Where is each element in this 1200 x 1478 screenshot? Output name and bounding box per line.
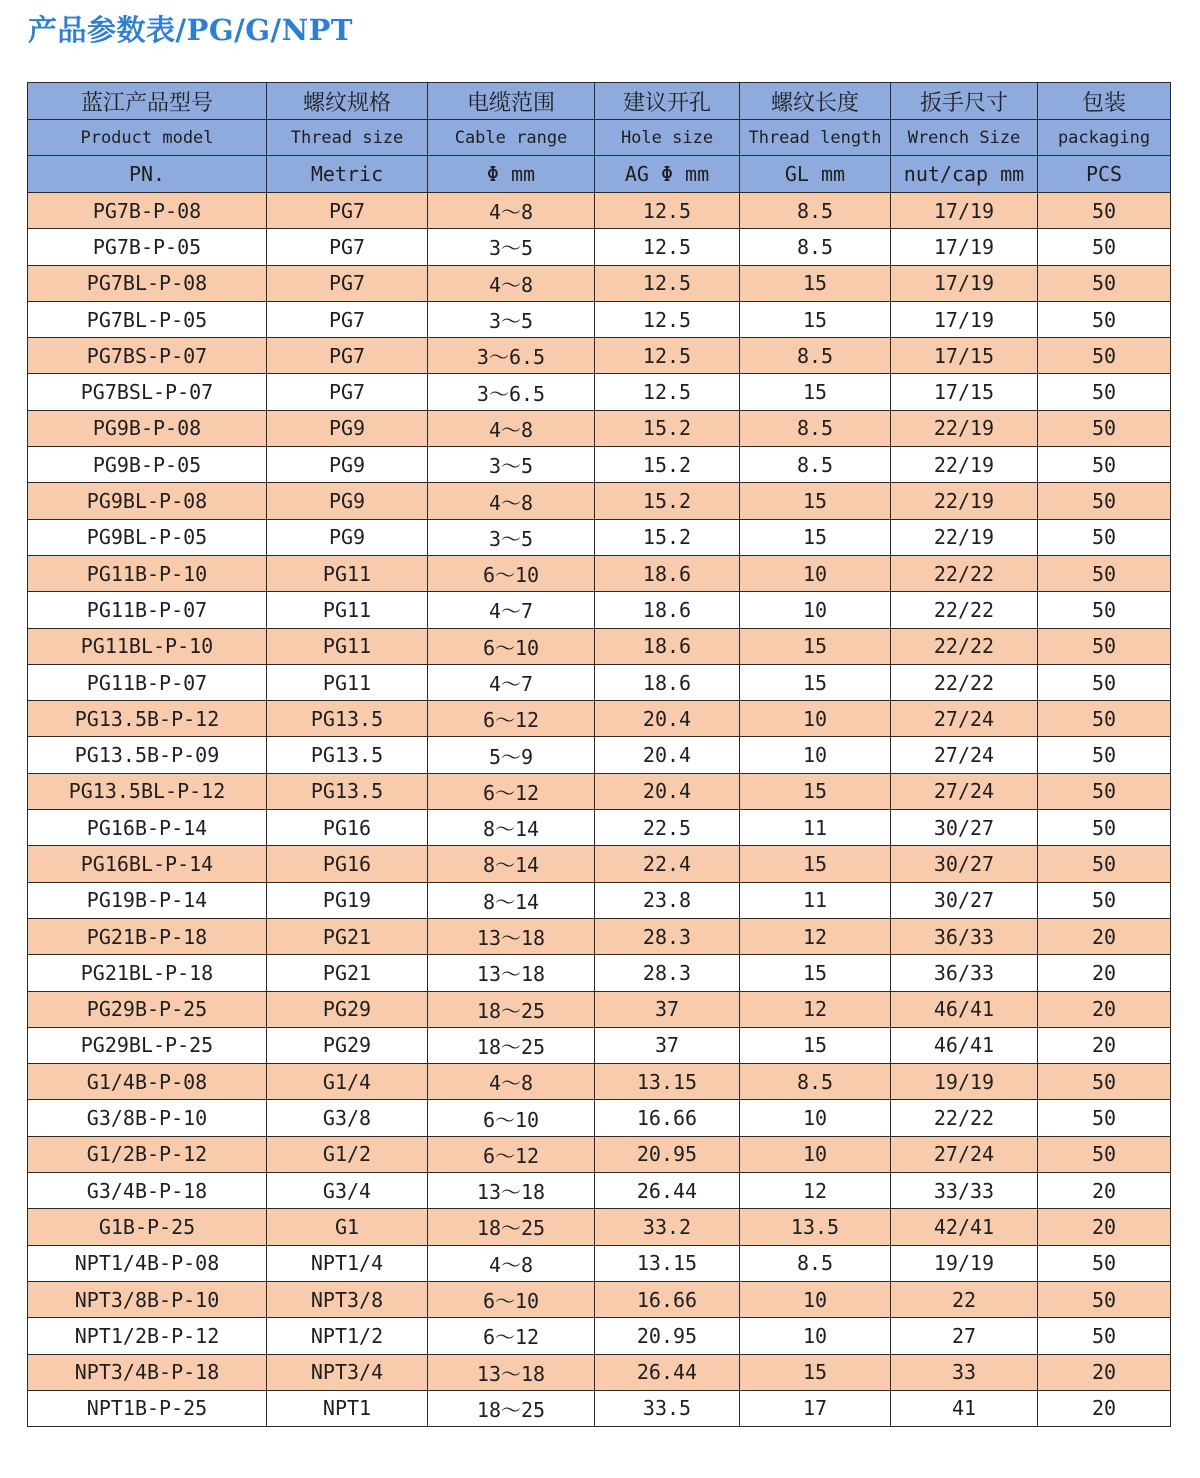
packaging-cell: 50 [1038, 265, 1171, 301]
wrench-size-cell: 27/24 [891, 737, 1038, 773]
thread-length-cell: 11 [740, 810, 891, 846]
table-row [28, 1173, 1171, 1209]
cable-range-cell: 3～5 [428, 301, 595, 337]
hole-size-cell: 33.2 [595, 1209, 740, 1245]
header-en-cell: Thread length [740, 120, 891, 156]
wrench-size-cell: 36/33 [891, 955, 1038, 991]
table-row [28, 374, 1171, 410]
hole-size-cell: 20.95 [595, 1136, 740, 1172]
thread-length-cell: 15 [740, 519, 891, 555]
wrench-size-cell: 30/27 [891, 810, 1038, 846]
header-cn-cell: 螺纹长度 [740, 83, 891, 120]
thread-size-cell: PG13.5 [267, 773, 428, 809]
model-cell: NPT3/8B-P-10 [28, 1281, 267, 1317]
cable-range-cell: 3～5 [428, 447, 595, 483]
thread-length-cell: 15 [740, 1027, 891, 1063]
thread-size-cell: PG9 [267, 410, 428, 446]
thread-length-cell: 12 [740, 991, 891, 1027]
thread-length-cell: 15 [740, 374, 891, 410]
wrench-size-cell: 17/19 [891, 229, 1038, 265]
hole-size-cell: 18.6 [595, 628, 740, 664]
thread-size-cell: G1/2 [267, 1136, 428, 1172]
thread-size-cell: PG21 [267, 918, 428, 954]
product-parameter-table [27, 82, 1171, 1427]
header-en-cell: Product model [28, 120, 267, 156]
cable-range-cell: 4～7 [428, 664, 595, 700]
table-row [28, 592, 1171, 628]
table-row [28, 628, 1171, 664]
cable-range-cell: 6～12 [428, 1136, 595, 1172]
cable-range-cell: 4～8 [428, 265, 595, 301]
hole-size-cell: 15.2 [595, 519, 740, 555]
header-en-cell: Cable range [428, 120, 595, 156]
packaging-cell: 50 [1038, 555, 1171, 591]
hole-size-cell: 12.5 [595, 374, 740, 410]
thread-size-cell: NPT3/8 [267, 1281, 428, 1317]
wrench-size-cell: 22/19 [891, 519, 1038, 555]
table-row [28, 1245, 1171, 1281]
thread-size-cell: NPT3/4 [267, 1354, 428, 1390]
packaging-cell: 50 [1038, 447, 1171, 483]
hole-size-cell: 22.4 [595, 846, 740, 882]
thread-size-cell: PG11 [267, 555, 428, 591]
thread-length-cell: 8.5 [740, 447, 891, 483]
model-cell: PG9BL-P-08 [28, 483, 267, 519]
header-unit-cell: Metric [267, 156, 428, 193]
hole-size-cell: 18.6 [595, 664, 740, 700]
packaging-cell: 20 [1038, 1173, 1171, 1209]
wrench-size-cell: 42/41 [891, 1209, 1038, 1245]
wrench-size-cell: 27/24 [891, 701, 1038, 737]
thread-length-cell: 15 [740, 483, 891, 519]
hole-size-cell: 23.8 [595, 882, 740, 918]
cable-range-cell: 13～18 [428, 955, 595, 991]
table-row [28, 483, 1171, 519]
model-cell: NPT1B-P-25 [28, 1390, 267, 1426]
cable-range-cell: 6～10 [428, 1100, 595, 1136]
model-cell: PG11B-P-07 [28, 664, 267, 700]
header-en-cell: Thread size [267, 120, 428, 156]
table-row [28, 955, 1171, 991]
table-row [28, 1390, 1171, 1426]
cable-range-cell: 6～10 [428, 555, 595, 591]
header-en-cell: Hole size [595, 120, 740, 156]
wrench-size-cell: 22/19 [891, 483, 1038, 519]
cable-range-cell: 6～12 [428, 773, 595, 809]
wrench-size-cell: 22/22 [891, 592, 1038, 628]
packaging-cell: 50 [1038, 1136, 1171, 1172]
thread-length-cell: 8.5 [740, 193, 891, 229]
wrench-size-cell: 27/24 [891, 1136, 1038, 1172]
hole-size-cell: 28.3 [595, 918, 740, 954]
thread-size-cell: PG7 [267, 229, 428, 265]
wrench-size-cell: 22/19 [891, 447, 1038, 483]
cable-range-cell: 13～18 [428, 1173, 595, 1209]
cable-range-cell: 4～8 [428, 410, 595, 446]
model-cell: NPT1/4B-P-08 [28, 1245, 267, 1281]
packaging-cell: 50 [1038, 737, 1171, 773]
thread-length-cell: 8.5 [740, 1245, 891, 1281]
packaging-cell: 50 [1038, 1318, 1171, 1354]
thread-size-cell: PG19 [267, 882, 428, 918]
packaging-cell: 50 [1038, 810, 1171, 846]
model-cell: PG19B-P-14 [28, 882, 267, 918]
hole-size-cell: 12.5 [595, 301, 740, 337]
table-row [28, 338, 1171, 374]
thread-size-cell: NPT1/2 [267, 1318, 428, 1354]
hole-size-cell: 12.5 [595, 229, 740, 265]
model-cell: NPT1/2B-P-12 [28, 1318, 267, 1354]
thread-length-cell: 15 [740, 664, 891, 700]
wrench-size-cell: 17/15 [891, 374, 1038, 410]
header-unit-cell: nut/cap mm [891, 156, 1038, 193]
hole-size-cell: 20.4 [595, 773, 740, 809]
thread-size-cell: PG11 [267, 628, 428, 664]
cable-range-cell: 18～25 [428, 991, 595, 1027]
thread-size-cell: PG7 [267, 374, 428, 410]
cable-range-cell: 6～10 [428, 628, 595, 664]
model-cell: PG13.5B-P-12 [28, 701, 267, 737]
thread-length-cell: 11 [740, 882, 891, 918]
model-cell: G3/4B-P-18 [28, 1173, 267, 1209]
table-row [28, 1209, 1171, 1245]
cable-range-cell: 8～14 [428, 882, 595, 918]
cable-range-cell: 4～7 [428, 592, 595, 628]
wrench-size-cell: 36/33 [891, 918, 1038, 954]
hole-size-cell: 26.44 [595, 1173, 740, 1209]
packaging-cell: 50 [1038, 374, 1171, 410]
packaging-cell: 20 [1038, 1354, 1171, 1390]
header-cn-cell: 蓝江产品型号 [28, 83, 267, 120]
wrench-size-cell: 19/19 [891, 1245, 1038, 1281]
packaging-cell: 20 [1038, 1209, 1171, 1245]
hole-size-cell: 37 [595, 1027, 740, 1063]
model-cell: G3/8B-P-10 [28, 1100, 267, 1136]
thread-length-cell: 15 [740, 1354, 891, 1390]
hole-size-cell: 12.5 [595, 265, 740, 301]
thread-size-cell: PG29 [267, 1027, 428, 1063]
thread-length-cell: 15 [740, 628, 891, 664]
table-row [28, 1354, 1171, 1390]
cable-range-cell: 4～8 [428, 1245, 595, 1281]
thread-length-cell: 10 [740, 701, 891, 737]
model-cell: PG7BS-P-07 [28, 338, 267, 374]
model-cell: G1B-P-25 [28, 1209, 267, 1245]
header-unit-cell: AG Φ mm [595, 156, 740, 193]
header-en-cell: packaging [1038, 120, 1171, 156]
thread-size-cell: G3/8 [267, 1100, 428, 1136]
table-row [28, 519, 1171, 555]
hole-size-cell: 15.2 [595, 447, 740, 483]
table-row [28, 229, 1171, 265]
thread-length-cell: 15 [740, 301, 891, 337]
cable-range-cell: 3～6.5 [428, 338, 595, 374]
packaging-cell: 50 [1038, 1245, 1171, 1281]
hole-size-cell: 13.15 [595, 1245, 740, 1281]
table-row [28, 1136, 1171, 1172]
wrench-size-cell: 22/22 [891, 1100, 1038, 1136]
wrench-size-cell: 46/41 [891, 991, 1038, 1027]
wrench-size-cell: 22/22 [891, 664, 1038, 700]
cable-range-cell: 6～10 [428, 1281, 595, 1317]
model-cell: PG16BL-P-14 [28, 846, 267, 882]
thread-length-cell: 10 [740, 1281, 891, 1317]
thread-size-cell: PG16 [267, 810, 428, 846]
wrench-size-cell: 41 [891, 1390, 1038, 1426]
thread-length-cell: 10 [740, 737, 891, 773]
cable-range-cell: 8～14 [428, 810, 595, 846]
wrench-size-cell: 33/33 [891, 1173, 1038, 1209]
cable-range-cell: 6～12 [428, 701, 595, 737]
wrench-size-cell: 22/22 [891, 555, 1038, 591]
table-row [28, 918, 1171, 954]
model-cell: PG13.5BL-P-12 [28, 773, 267, 809]
model-cell: G1/2B-P-12 [28, 1136, 267, 1172]
packaging-cell: 50 [1038, 773, 1171, 809]
thread-size-cell: NPT1 [267, 1390, 428, 1426]
packaging-cell: 50 [1038, 483, 1171, 519]
cable-range-cell: 8～14 [428, 846, 595, 882]
thread-length-cell: 10 [740, 592, 891, 628]
table-row [28, 1100, 1171, 1136]
model-cell: PG7BSL-P-07 [28, 374, 267, 410]
thread-length-cell: 10 [740, 555, 891, 591]
thread-size-cell: NPT1/4 [267, 1245, 428, 1281]
packaging-cell: 20 [1038, 955, 1171, 991]
header-cn-cell: 螺纹规格 [267, 83, 428, 120]
thread-size-cell: PG7 [267, 265, 428, 301]
hole-size-cell: 18.6 [595, 592, 740, 628]
packaging-cell: 20 [1038, 918, 1171, 954]
thread-size-cell: PG7 [267, 338, 428, 374]
packaging-cell: 50 [1038, 664, 1171, 700]
thread-size-cell: PG13.5 [267, 701, 428, 737]
cable-range-cell: 4～8 [428, 1064, 595, 1100]
thread-length-cell: 10 [740, 1100, 891, 1136]
packaging-cell: 50 [1038, 1100, 1171, 1136]
table-row [28, 1281, 1171, 1317]
wrench-size-cell: 30/27 [891, 882, 1038, 918]
packaging-cell: 50 [1038, 229, 1171, 265]
thread-size-cell: PG11 [267, 664, 428, 700]
table-row [28, 301, 1171, 337]
model-cell: PG11BL-P-10 [28, 628, 267, 664]
packaging-cell: 50 [1038, 338, 1171, 374]
header-cn-cell: 包装 [1038, 83, 1171, 120]
wrench-size-cell: 22 [891, 1281, 1038, 1317]
thread-length-cell: 8.5 [740, 229, 891, 265]
cable-range-cell: 6～12 [428, 1318, 595, 1354]
wrench-size-cell: 17/19 [891, 301, 1038, 337]
table-row [28, 701, 1171, 737]
table-row [28, 882, 1171, 918]
wrench-size-cell: 17/15 [891, 338, 1038, 374]
model-cell: PG21B-P-18 [28, 918, 267, 954]
model-cell: PG16B-P-14 [28, 810, 267, 846]
table-row [28, 265, 1171, 301]
packaging-cell: 50 [1038, 701, 1171, 737]
cable-range-cell: 18～25 [428, 1209, 595, 1245]
cable-range-cell: 3～5 [428, 519, 595, 555]
packaging-cell: 50 [1038, 519, 1171, 555]
hole-size-cell: 18.6 [595, 555, 740, 591]
table-row [28, 1318, 1171, 1354]
packaging-cell: 50 [1038, 882, 1171, 918]
hole-size-cell: 20.95 [595, 1318, 740, 1354]
thread-size-cell: PG9 [267, 483, 428, 519]
header-cn-cell: 建议开孔 [595, 83, 740, 120]
packaging-cell: 50 [1038, 1064, 1171, 1100]
thread-length-cell: 15 [740, 955, 891, 991]
hole-size-cell: 16.66 [595, 1281, 740, 1317]
packaging-cell: 50 [1038, 1281, 1171, 1317]
hole-size-cell: 15.2 [595, 483, 740, 519]
thread-size-cell: PG13.5 [267, 737, 428, 773]
thread-size-cell: PG29 [267, 991, 428, 1027]
packaging-cell: 20 [1038, 991, 1171, 1027]
table-row [28, 447, 1171, 483]
hole-size-cell: 15.2 [595, 410, 740, 446]
thread-length-cell: 10 [740, 1136, 891, 1172]
thread-length-cell: 15 [740, 846, 891, 882]
packaging-cell: 50 [1038, 193, 1171, 229]
packaging-cell: 50 [1038, 301, 1171, 337]
thread-length-cell: 13.5 [740, 1209, 891, 1245]
hole-size-cell: 12.5 [595, 193, 740, 229]
table-row [28, 555, 1171, 591]
model-cell: PG7BL-P-05 [28, 301, 267, 337]
table-row [28, 737, 1171, 773]
thread-size-cell: PG7 [267, 301, 428, 337]
header-cn-cell: 扳手尺寸 [891, 83, 1038, 120]
table-row [28, 810, 1171, 846]
table-row [28, 410, 1171, 446]
packaging-cell: 50 [1038, 846, 1171, 882]
header-row-chinese [28, 83, 1171, 120]
wrench-size-cell: 17/19 [891, 193, 1038, 229]
cable-range-cell: 3～5 [428, 229, 595, 265]
table-row [28, 1027, 1171, 1063]
cable-range-cell: 5～9 [428, 737, 595, 773]
thread-length-cell: 12 [740, 1173, 891, 1209]
cable-range-cell: 4～8 [428, 193, 595, 229]
table-row [28, 1064, 1171, 1100]
model-cell: PG13.5B-P-09 [28, 737, 267, 773]
cable-range-cell: 13～18 [428, 1354, 595, 1390]
cable-range-cell: 4～8 [428, 483, 595, 519]
thread-length-cell: 10 [740, 1318, 891, 1354]
hole-size-cell: 12.5 [595, 338, 740, 374]
model-cell: PG7BL-P-08 [28, 265, 267, 301]
model-cell: PG9B-P-08 [28, 410, 267, 446]
cable-range-cell: 3～6.5 [428, 374, 595, 410]
packaging-cell: 50 [1038, 410, 1171, 446]
hole-size-cell: 20.4 [595, 701, 740, 737]
model-cell: G1/4B-P-08 [28, 1064, 267, 1100]
cable-range-cell: 18～25 [428, 1027, 595, 1063]
thread-length-cell: 15 [740, 265, 891, 301]
thread-length-cell: 15 [740, 773, 891, 809]
header-unit-cell: GL mm [740, 156, 891, 193]
wrench-size-cell: 33 [891, 1354, 1038, 1390]
thread-size-cell: G1 [267, 1209, 428, 1245]
model-cell: PG21BL-P-18 [28, 955, 267, 991]
hole-size-cell: 22.5 [595, 810, 740, 846]
wrench-size-cell: 27/24 [891, 773, 1038, 809]
thread-size-cell: G1/4 [267, 1064, 428, 1100]
table-row [28, 193, 1171, 229]
header-row-english [28, 120, 1171, 156]
packaging-cell: 50 [1038, 592, 1171, 628]
thread-size-cell: PG9 [267, 519, 428, 555]
model-cell: PG29B-P-25 [28, 991, 267, 1027]
hole-size-cell: 37 [595, 991, 740, 1027]
hole-size-cell: 20.4 [595, 737, 740, 773]
table-row [28, 846, 1171, 882]
cable-range-cell: 18～25 [428, 1390, 595, 1426]
header-cn-cell: 电缆范围 [428, 83, 595, 120]
model-cell: NPT3/4B-P-18 [28, 1354, 267, 1390]
packaging-cell: 20 [1038, 1390, 1171, 1426]
thread-size-cell: PG16 [267, 846, 428, 882]
hole-size-cell: 26.44 [595, 1354, 740, 1390]
thread-size-cell: PG7 [267, 193, 428, 229]
thread-size-cell: PG11 [267, 592, 428, 628]
packaging-cell: 50 [1038, 628, 1171, 664]
thread-size-cell: PG21 [267, 955, 428, 991]
page-title: 产品参数表/PG/G/NPT [28, 13, 354, 47]
thread-length-cell: 8.5 [740, 410, 891, 446]
hole-size-cell: 28.3 [595, 955, 740, 991]
header-unit-cell: PN. [28, 156, 267, 193]
wrench-size-cell: 17/19 [891, 265, 1038, 301]
wrench-size-cell: 46/41 [891, 1027, 1038, 1063]
hole-size-cell: 13.15 [595, 1064, 740, 1100]
wrench-size-cell: 22/19 [891, 410, 1038, 446]
thread-size-cell: PG9 [267, 447, 428, 483]
wrench-size-cell: 30/27 [891, 846, 1038, 882]
header-row-units [28, 156, 1171, 193]
wrench-size-cell: 19/19 [891, 1064, 1038, 1100]
wrench-size-cell: 27 [891, 1318, 1038, 1354]
thread-length-cell: 8.5 [740, 338, 891, 374]
model-cell: PG29BL-P-25 [28, 1027, 267, 1063]
thread-length-cell: 17 [740, 1390, 891, 1426]
model-cell: PG7B-P-05 [28, 229, 267, 265]
cable-range-cell: 13～18 [428, 918, 595, 954]
thread-length-cell: 12 [740, 918, 891, 954]
thread-length-cell: 8.5 [740, 1064, 891, 1100]
model-cell: PG9B-P-05 [28, 447, 267, 483]
hole-size-cell: 33.5 [595, 1390, 740, 1426]
model-cell: PG11B-P-07 [28, 592, 267, 628]
thread-size-cell: G3/4 [267, 1173, 428, 1209]
model-cell: PG9BL-P-05 [28, 519, 267, 555]
hole-size-cell: 16.66 [595, 1100, 740, 1136]
table-row [28, 773, 1171, 809]
model-cell: PG11B-P-10 [28, 555, 267, 591]
table-row [28, 991, 1171, 1027]
model-cell: PG7B-P-08 [28, 193, 267, 229]
header-unit-cell: Φ mm [428, 156, 595, 193]
table-row [28, 664, 1171, 700]
header-en-cell: Wrench Size [891, 120, 1038, 156]
packaging-cell: 20 [1038, 1027, 1171, 1063]
header-unit-cell: PCS [1038, 156, 1171, 193]
wrench-size-cell: 22/22 [891, 628, 1038, 664]
